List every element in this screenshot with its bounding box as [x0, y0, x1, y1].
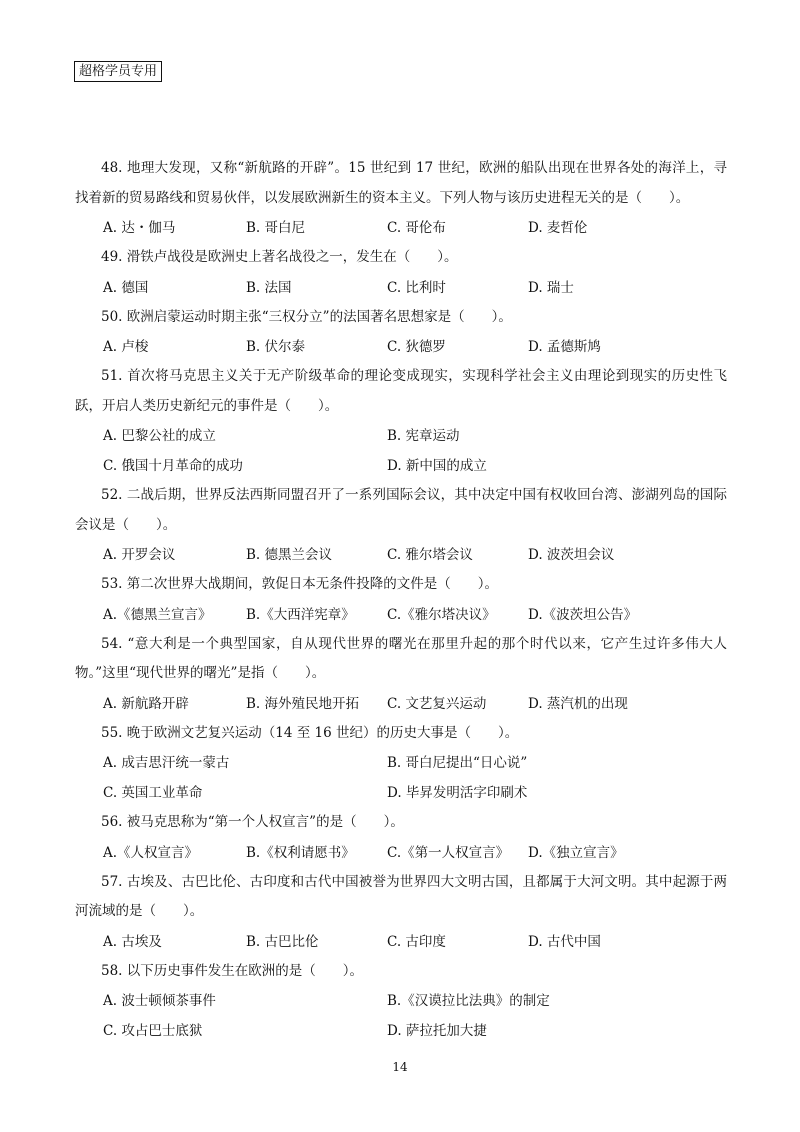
option-c: C. 攻占巴士底狱: [103, 1023, 203, 1039]
option-b: B. 宪章运动: [387, 428, 460, 444]
option-c: C. 哥伦布: [387, 220, 446, 236]
option-d: D. 瑞士: [528, 279, 574, 296]
option-c: C. 比利时: [387, 279, 446, 296]
question-57: [75, 868, 727, 957]
question-52: [75, 481, 727, 570]
question-stem: 58. 以下历史事件发生在欧洲的是（ ）。: [101, 962, 364, 979]
option-c: C. 古印度: [387, 933, 446, 950]
option-row: [75, 748, 727, 778]
question-stem: 57. 古埃及、古巴比伦、古印度和古代中国被誉为世界四大文明古国，且都属于大河文明。其中起源于两河流域的是（ ）。: [75, 873, 727, 919]
option-c: C.《第一人权宣言》: [387, 844, 510, 861]
question-stem: 55. 晚于欧洲文艺复兴运动（14 至 16 世纪）的历史大事是（ ）。: [101, 724, 519, 741]
question-56: [75, 808, 727, 868]
option-b: B. 古巴比伦: [246, 933, 319, 950]
option-c: C. 俄国十月革命的成功: [103, 458, 243, 474]
option-row: [75, 451, 727, 481]
question-stem: 56. 被马克思称为“第一个人权宣言”的是（ ）。: [101, 814, 404, 830]
option-c: C. 英国工业革命: [103, 785, 203, 801]
question-51: [75, 362, 727, 481]
question-list: [75, 154, 727, 1046]
option-d: D. 麦哲伦: [528, 220, 588, 236]
option-a: A. 卢梭: [103, 339, 149, 355]
option-d: D. 波茨坦会议: [528, 547, 615, 563]
option-a: A. 开罗会议: [103, 547, 176, 563]
question-58: [75, 957, 727, 1047]
page-number: 14: [392, 1060, 408, 1074]
option-a: A. 古埃及: [103, 933, 162, 950]
option-a: A.《人权宣言》: [103, 844, 199, 861]
question-stem: 49. 滑铁卢战役是欧洲史上著名战役之一，发生在（ ）。: [101, 249, 458, 265]
option-a: A. 德国: [103, 279, 149, 296]
question-stem: 52. 二战后期，世界反法西斯同盟召开了一系列国际会议，其中决定中国有权收回台湾、澎湖列岛的国际会议是（ ）。: [75, 487, 727, 533]
question-50: [75, 303, 727, 363]
option-c: C.《雅尔塔决议》: [387, 606, 496, 623]
option-b: B. 哥白尼: [246, 220, 306, 236]
option-row: [75, 1016, 727, 1046]
option-row: [75, 838, 727, 868]
option-b: B. 伏尔泰: [246, 339, 306, 355]
question-48: [75, 154, 727, 243]
option-a: A. 达・伽马: [103, 220, 176, 236]
question-49: [75, 243, 727, 303]
option-b: B. 德黑兰会议: [246, 547, 333, 563]
question-stem: 50. 欧洲启蒙运动时期主张“三权分立”的法国著名思想家是（ ）。: [101, 308, 512, 325]
option-b: B.《大西洋宪章》: [246, 606, 355, 623]
option-d: D. 萨拉托加大捷: [387, 1023, 487, 1039]
option-row: [75, 600, 727, 630]
question-55: [75, 719, 727, 809]
option-d: D. 孟德斯鸠: [528, 339, 601, 355]
option-a: A. 成吉思汗统一蒙古: [103, 755, 230, 771]
option-d: D.《独立宣言》: [528, 844, 624, 861]
option-c: C. 雅尔塔会议: [387, 547, 473, 563]
option-row: [75, 778, 727, 808]
question-stem: 54. “意大利是一个典型国家，自从现代世界的曙光在那里升起的那个时代以来，它产生过许多伟大人物。”这里“现代世界的曙光”是指（ ）。: [75, 635, 727, 681]
option-d: D. 蒸汽机的出现: [528, 695, 628, 712]
option-d: D. 毕昇发明活字印刷术: [387, 785, 528, 801]
option-row: [75, 986, 727, 1016]
option-a: A. 波士顿倾茶事件: [103, 993, 216, 1009]
option-b: B.《权利请愿书》: [246, 844, 355, 861]
option-row: [75, 332, 727, 362]
question-54: [75, 630, 727, 719]
option-c: C. 狄德罗: [387, 339, 446, 355]
option-row: [75, 927, 727, 957]
question-53: [75, 570, 727, 630]
option-b: B. 法国: [246, 279, 292, 296]
option-d: D. 新中国的成立: [387, 458, 487, 474]
option-row: [75, 540, 727, 570]
option-row: [75, 689, 727, 719]
option-a: A.《德黑兰宣言》: [103, 606, 212, 623]
option-b: B. 海外殖民地开拓: [246, 695, 360, 712]
option-a: A. 新航路开辟: [103, 695, 189, 712]
option-c: C. 文艺复兴运动: [387, 695, 487, 712]
question-stem: 48. 地理大发现，又称“新航路的开辟”。15 世纪到 17 世纪，欧洲的船队出现在世界各处的海洋上，寻找着新的贸易路线和贸易伙伴，以发展欧洲新生的资本主义。下列人物与该历史进程无关的是（ ）。: [75, 160, 727, 206]
option-a: A. 巴黎公社的成立: [103, 428, 216, 444]
option-row: [75, 421, 727, 451]
option-row: [75, 213, 727, 243]
option-d: D.《波茨坦公告》: [528, 606, 638, 623]
option-d: D. 古代中国: [528, 933, 601, 950]
option-row: [75, 273, 727, 303]
option-b: B. 哥白尼提出“日心说”: [387, 755, 528, 771]
watermark-tag: 超格学员专用: [74, 61, 162, 82]
option-b: B.《汉谟拉比法典》的制定: [387, 993, 550, 1009]
question-stem: 53. 第二次世界大战期间，敦促日本无条件投降的文件是（ ）。: [101, 576, 499, 592]
question-stem: 51. 首次将马克思主义关于无产阶级革命的理论变成现实，实现科学社会主义由理论到现实的历史性飞跃，开启人类历史新纪元的事件是（ ）。: [75, 368, 727, 414]
